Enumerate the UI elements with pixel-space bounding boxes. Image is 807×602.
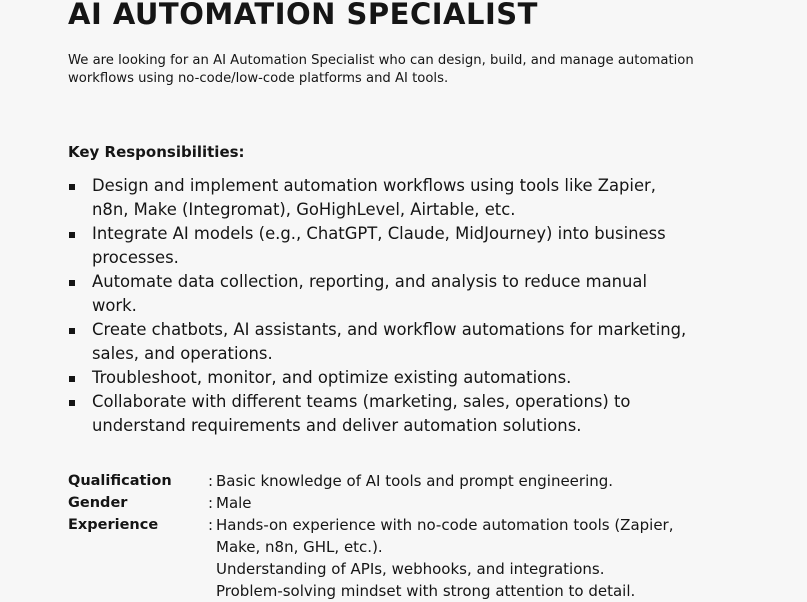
- gender-value: [216, 492, 788, 514]
- intro-line: workflows using no-code/low-code platforms and AI tools.: [68, 71, 449, 86]
- list-item-line: Design and implement automation workflows using tools like Zapier,: [92, 176, 657, 195]
- list-item: [68, 318, 768, 366]
- gender-row: [68, 492, 788, 514]
- value-line: Make, n8n, GHL, etc.).: [216, 538, 383, 556]
- separator: :: [208, 472, 214, 490]
- qualification-row: [68, 470, 788, 492]
- intro-paragraph: [68, 52, 758, 88]
- experience-row: [68, 514, 788, 602]
- list-item-line: Collaborate with different teams (marketing, sales, operations) to: [92, 392, 631, 411]
- bullet-icon: [69, 328, 75, 334]
- list-item-line: understand requirements and deliver automation solutions.: [92, 416, 582, 435]
- bullet-icon: [69, 280, 75, 286]
- value-line: Male: [216, 494, 252, 512]
- separator: :: [208, 516, 214, 534]
- bullet-icon: [69, 376, 75, 382]
- list-item-line: processes.: [92, 248, 179, 267]
- bullet-icon: [69, 400, 75, 406]
- list-item-line: Create chatbots, AI assistants, and workflow automations for marketing,: [92, 320, 687, 339]
- list-item: [68, 174, 768, 222]
- list-item-line: Integrate AI models (e.g., ChatGPT, Claude, MidJourney) into business: [92, 224, 666, 243]
- separator: :: [208, 494, 214, 512]
- qualification-label: Qualification: [68, 473, 172, 489]
- intro-line: We are looking for an AI Automation Specialist who can design, build, and manage automation: [68, 53, 694, 68]
- gender-label: Gender: [68, 495, 128, 511]
- job-details: [68, 470, 788, 602]
- experience-label: Experience: [68, 517, 159, 533]
- responsibilities-list: [68, 174, 768, 438]
- list-item: [68, 222, 768, 270]
- bullet-icon: [69, 232, 75, 238]
- responsibilities-heading: Key Responsibilities:: [68, 143, 245, 161]
- value-line: Problem-solving mindset with strong attention to detail.: [216, 582, 636, 600]
- experience-value: [216, 514, 788, 602]
- list-item: [68, 390, 768, 438]
- value-line: Understanding of APIs, webhooks, and integrations.: [216, 560, 605, 578]
- list-item: [68, 270, 768, 318]
- value-line: Hands-on experience with no-code automation tools (Zapier,: [216, 516, 674, 534]
- list-item-line: Troubleshoot, monitor, and optimize existing automations.: [92, 368, 572, 387]
- value-line: Basic knowledge of AI tools and prompt engineering.: [216, 472, 614, 490]
- qualification-value: [216, 470, 788, 492]
- list-item-line: Automate data collection, reporting, and analysis to reduce manual: [92, 272, 648, 291]
- list-item-line: work.: [92, 296, 137, 315]
- list-item-line: sales, and operations.: [92, 344, 273, 363]
- bullet-icon: [69, 184, 75, 190]
- list-item: [68, 366, 768, 390]
- list-item-line: n8n, Make (Integromat), GoHighLevel, Airtable, etc.: [92, 200, 516, 219]
- job-title: AI AUTOMATION SPECIALIST: [68, 0, 538, 31]
